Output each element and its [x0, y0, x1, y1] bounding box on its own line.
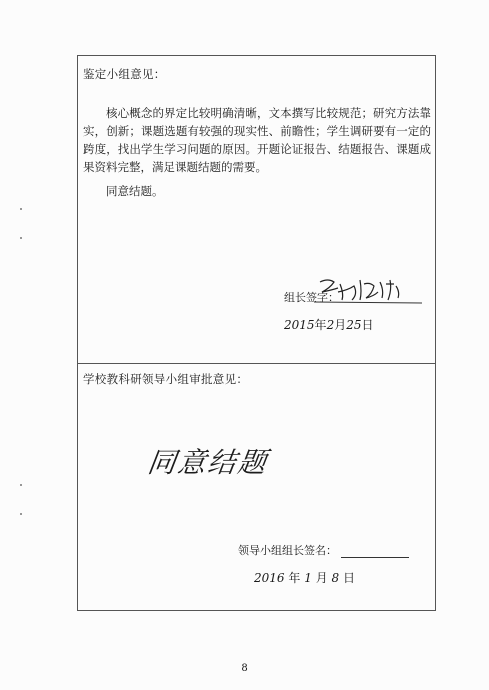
approval-date-day: 8 [331, 571, 340, 585]
approval-handwritten-opinion: 同意结题 [145, 446, 271, 479]
approval-signature-label [238, 542, 409, 558]
page-number: 8 [241, 663, 248, 674]
scan-speck [20, 513, 22, 515]
approval-heading: 学校教科研领导小组审批意见： [83, 372, 249, 386]
scan-speck [20, 208, 22, 210]
scan-speck [20, 237, 22, 239]
evaluation-opinion [83, 104, 431, 200]
evaluation-date-month-suffix: 月 [334, 318, 347, 332]
approval-signature-line [341, 545, 409, 558]
opinion-text: 核心概念的界定比较明确清晰，文本撰写比较规范；研究方法靠实，创新；课题选题有较强的现实性、前瞻性；学生调研要有一定的跨度，找出学生学习问题的原因。开题论证报告、结题报告、课题成果资料完整，满足课题结题的需要。 [83, 106, 431, 174]
evaluation-date [284, 316, 374, 333]
approval-date-year: 2016 [254, 571, 285, 585]
evaluation-date-year: 2015 [284, 318, 315, 332]
evaluation-signature-label: 组长签字： [284, 291, 339, 304]
approval-date-year-suffix: 年 [288, 571, 301, 585]
form-frame [77, 55, 436, 611]
evaluation-date-day: 25 [346, 318, 362, 332]
section-divider [78, 363, 435, 364]
scan-speck [20, 484, 22, 486]
evaluation-date-day-suffix: 日 [361, 318, 374, 332]
agree-statement: 同意结题。 [106, 184, 164, 198]
approval-date-day-suffix: 日 [343, 571, 356, 585]
evaluation-heading: 鉴定小组意见： [83, 67, 166, 81]
approval-date [254, 569, 355, 586]
evaluation-date-month: 2 [326, 318, 335, 332]
approval-signature-label-text: 领导小组组长签名： [238, 544, 337, 557]
evaluation-handwritten-signature [314, 274, 424, 306]
approval-date-month-suffix: 月 [315, 571, 328, 585]
approval-date-month: 1 [304, 571, 312, 585]
evaluation-date-year-suffix: 年 [314, 318, 327, 332]
